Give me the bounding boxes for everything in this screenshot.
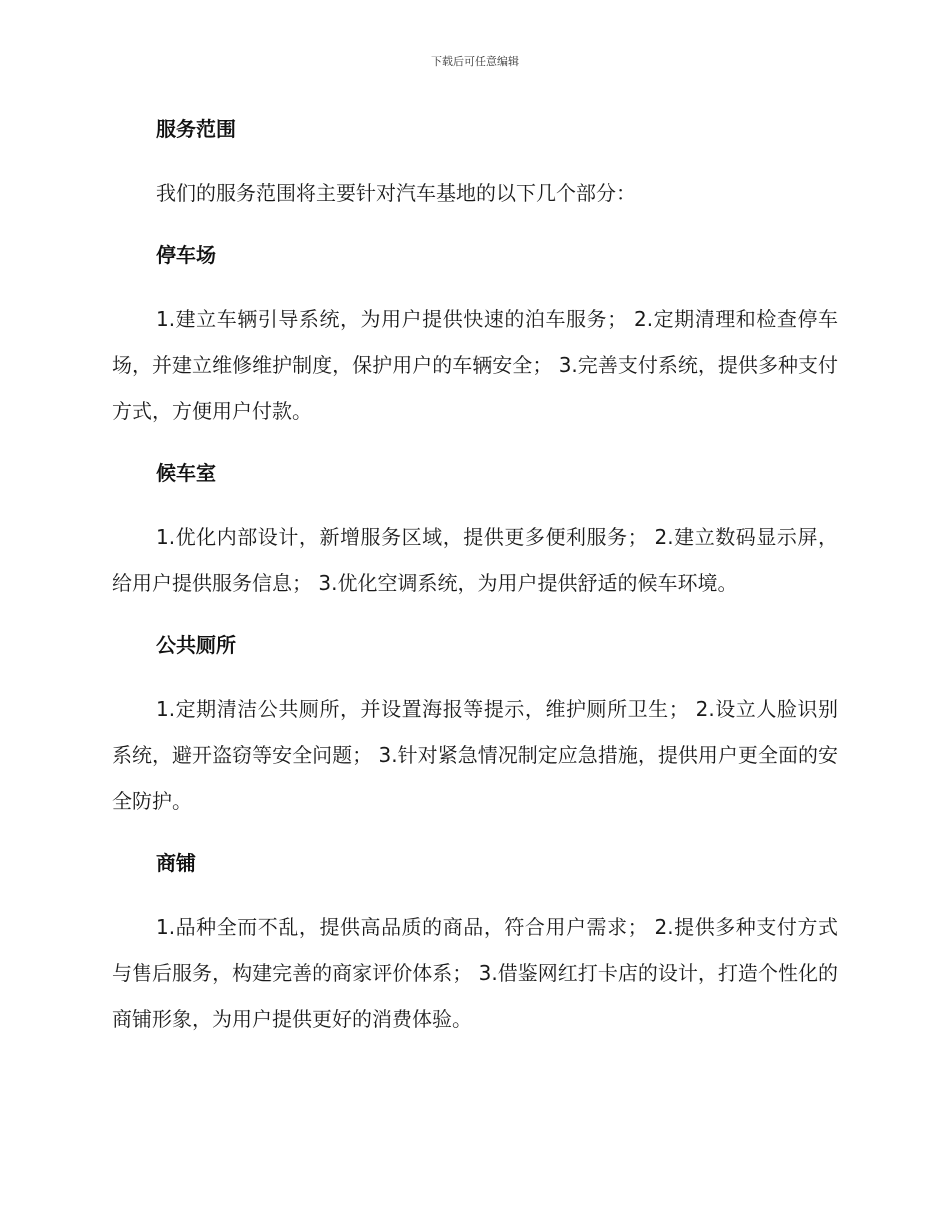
section-body-shops: 1.品种全而不乱，提供高品质的商品，符合用户需求； 2.提供多种支付方式与售后服务，构建完善的商家评价体系； 3.借鉴网红打卡店的设计，打造个性化的商铺形象，为用户提供更好的消费体验。 bbox=[112, 915, 838, 1031]
section-heading-service-scope: 服务范围 bbox=[156, 117, 236, 141]
section-body-service-scope: 我们的服务范围将主要针对汽车基地的以下几个部分： bbox=[156, 181, 636, 205]
section-body-parking-lot: 1.建立车辆引导系统，为用户提供快速的泊车服务； 2.定期清理和检查停车场，并建立维修维护制度，保护用户的车辆安全； 3.完善支付系统，提供多种支付方式，方便用户付款。 bbox=[112, 307, 838, 423]
section-heading-waiting-room: 候车室 bbox=[156, 461, 216, 485]
section-heading-parking-lot: 停车场 bbox=[156, 243, 216, 267]
section-heading-public-toilet: 公共厕所 bbox=[156, 633, 236, 657]
page-header-note: 下载后可任意编辑 bbox=[431, 55, 519, 68]
document-body bbox=[112, 112, 838, 1042]
section-body-public-toilet: 1.定期清洁公共厕所，并设置海报等提示，维护厕所卫生； 2.设立人脸识别系统，避开盗窃等安全问题； 3.针对紧急情况制定应急措施，提供用户更全面的安全防护。 bbox=[112, 697, 838, 813]
section-heading-shops: 商铺 bbox=[156, 851, 196, 875]
section-body-waiting-room: 1.优化内部设计，新增服务区域，提供更多便利服务； 2.建立数码显示屏，给用户提供服务信息； 3.优化空调系统，为用户提供舒适的候车环境。 bbox=[112, 525, 838, 595]
